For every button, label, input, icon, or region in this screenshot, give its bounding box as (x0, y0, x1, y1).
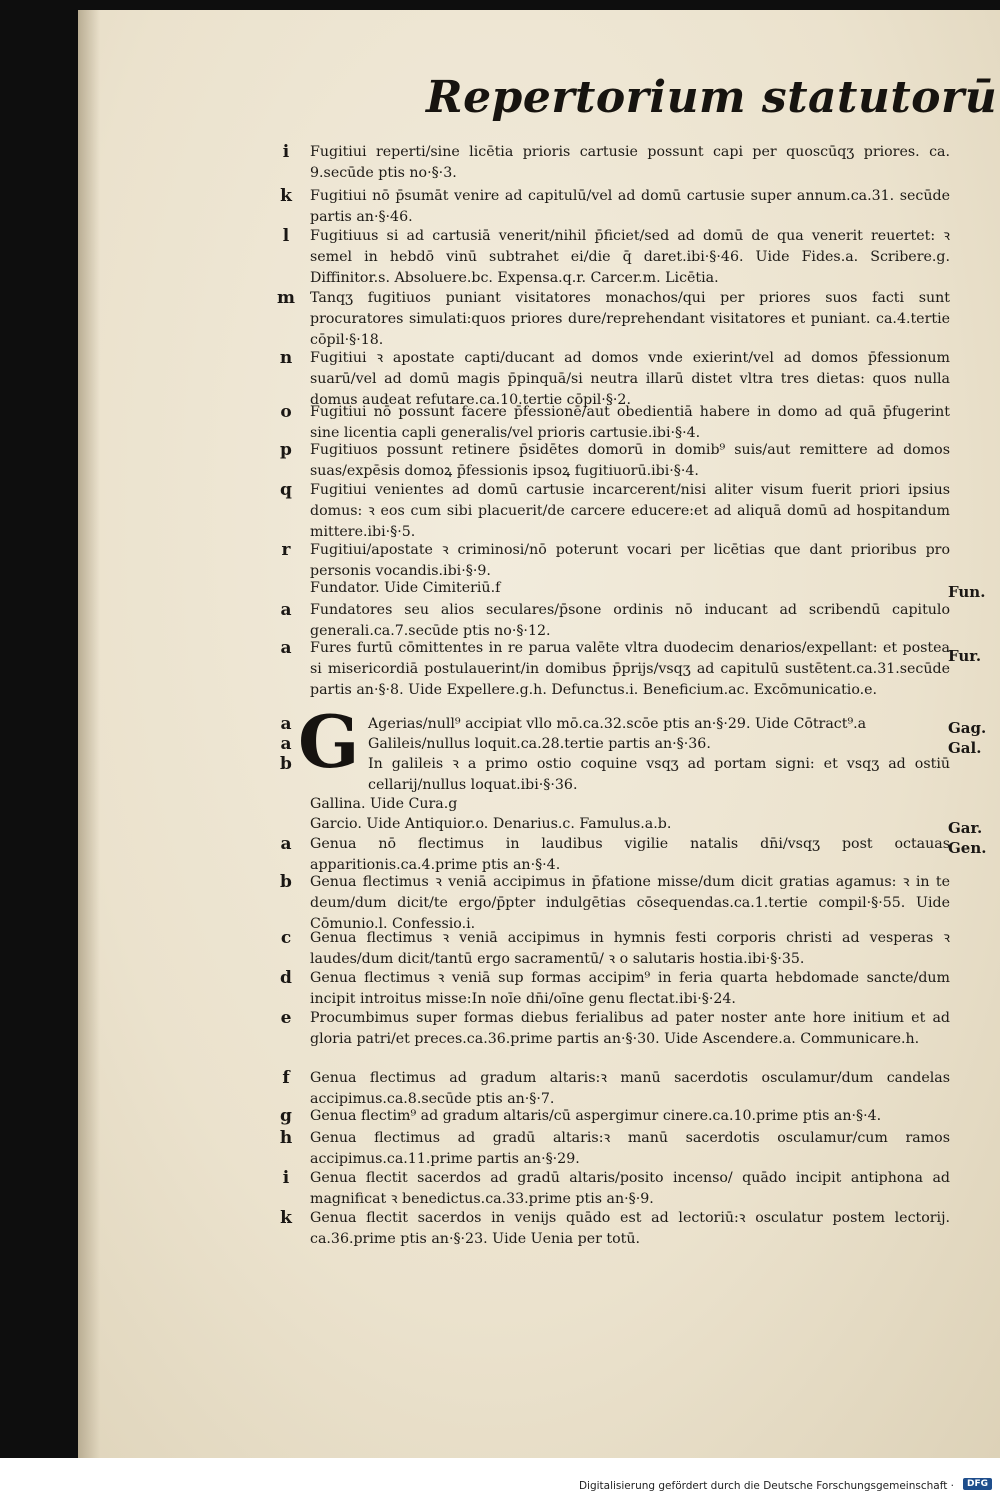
decorated-initial: G (298, 699, 360, 784)
entry-key: a (280, 600, 292, 620)
entry-key: i (282, 142, 290, 162)
margin-catchword: Gag. (948, 719, 987, 737)
entry-text: Genua nō flectimus in laudibus vigilie natalis dn̄i/vsqʒ post octauas apparitionis.ca.4.prime ptis an·§·4. (310, 836, 950, 873)
entry-text: Fugitiuus si ad cartusiā venerit/nihil p̄ficiet/sed ad domū de qua venerit reuertet: ꝛ semel in hebdō vinū subtrahet ei/die q̄ daret.ibi·§·46. Uide Fides.a. Scribere.g. Diffinitor.s. Absoluere.bc. Expensa.q.r. Carcer.m. Licētia. (310, 228, 950, 286)
entry-key: f (282, 1068, 290, 1088)
entry-text: Genua flectit sacerdos in venijs quādo est ad lectoriū:ꝛ osculatur postem lectorij. ca.36.prime ptis an·§·23. Uide Uenia per totū. (310, 1210, 950, 1247)
entry-key: g (280, 1106, 292, 1126)
entry-text: Genua flectim⁹ ad gradum altaris/cū aspergimur cinere.ca.10.prime ptis an·§·4. (310, 1108, 882, 1124)
entry-text: Fugitiuos possunt retinere p̄sidētes domorū in domib⁹ suis/aut remittere ad domos suas/expēsis domoꝝ p̄fessionis ipsoꝝ fugitiuorū.ibi·§·4. (310, 442, 950, 479)
entry-key: a (280, 714, 292, 734)
entry-text: Genua flectimus ad gradum altaris:ꝛ manū sacerdotis osculamur/dum candelas accipimus.ca.8.secūde ptis an·§·7. (310, 1070, 950, 1107)
entry-text: Genua flectimus ad gradū altaris:ꝛ manū sacerdotis osculamur/cum ramos accipimus.ca.11.prime partis an·§·29. (310, 1130, 950, 1167)
margin-catchword: Fur. (948, 647, 982, 665)
entry-text: Genua flectit sacerdos ad gradū altaris/posito incenso/ quādo incipit antiphona ad magnificat ꝛ benedictus.ca.33.prime ptis an·§·9. (310, 1170, 950, 1207)
entry-text: Procumbimus super formas diebus ferialibus ad pater noster ante hore initium et ad gloria patri/et preces.ca.36.prime partis an·§·30. Uide Ascendere.a. Communicare.h. (310, 1010, 950, 1047)
entry-text: Tanqʒ fugitiuos puniant visitatores monachos/qui per priores suos facti sunt procuratores simulati:quos priores dure/reprehendant visitatores et puniant. ca.4.tertie cōpil·§·18. (310, 290, 950, 348)
entry-text: Fugitiui/apostate ꝛ criminosi/nō poterunt vocari per licētias que dant prioribus pro personis vocandis.ibi·§·9. (310, 542, 950, 579)
entry-text: Fugitiui nō p̄sumāt venire ad capitulū/vel ad domū cartusie super annum.ca.31. secūde partis an·§·46. (310, 188, 950, 225)
entry-key: k (280, 1208, 292, 1228)
entry-key: n (279, 348, 293, 368)
entry-text: Fugitiui venientes ad domū cartusie incarcerent/nisi aliter visum fuerit priori ipsius domus: ꝛ eos cum sibi placuerit/de carcere educere:et ad aliquā domū ad hospitandum mittere.ibi·§·5. (310, 482, 950, 540)
entry-text: Gallina. Uide Cura.g (310, 796, 458, 812)
entry-text: Fugitiui reperti/sine licētia prioris cartusie possunt capi per quoscūqʒ priores. ca. 9.secūde ptis no·§·3. (310, 144, 950, 181)
entry-key: b (280, 754, 292, 774)
entry-text: Garcio. Uide Antiquior.o. Denarius.c. Famulus.a.b. (310, 816, 672, 832)
entry-key: d (280, 968, 292, 988)
margin-catchword: Gal. (948, 739, 982, 757)
running-title: Repertorium statutorū (426, 72, 998, 123)
entry-text: Genua flectimus ꝛ veniā accipimus in hymnis festi corporis christi ad vesperas ꝛ laudes/dum dicit/tantū ergo sacramentū/ ꝛ o salutaris hostia.ibi·§·35. (310, 930, 950, 967)
entry-text: Fures furtū cōmittentes in re parua valēte vltra duodecim denarios/expellant: et postea si misericordiā postulauerint/in domibus p̄prijs/vsqʒ ad capitulū sustētent.ca.31.secūde partis an·§·8. Uide Expellere.g.h. Defunctus.i. Beneficium.ac. Excōmunicatio.e. (310, 640, 950, 698)
book-page (78, 10, 1000, 1458)
margin-catchword: Gen. (948, 839, 987, 857)
entry-key: r (281, 540, 291, 560)
entry-list (78, 10, 1000, 1458)
entry-key: m (277, 288, 295, 308)
footer-credit: Digitalisierung gefördert durch die Deutsche Forschungsgemeinschaft · (578, 1480, 954, 1492)
entry-text: Fundator. Uide Cimiteriū.f (310, 580, 501, 596)
entry-key: k (280, 186, 292, 206)
entry-key: c (280, 928, 292, 948)
entry-key: a (280, 638, 292, 658)
entry-key: q (280, 480, 292, 500)
entry-text: Genua flectimus ꝛ veniā sup formas accipim⁹ in feria quarta hebdomade sancte/dum incipit introitus misse:In noīe dn̄i/oīne genu flectat.ibi·§·24. (310, 970, 950, 1007)
entry-key: l (282, 226, 290, 246)
margin-catchword: Fun. (948, 583, 986, 601)
entry-key: b (280, 872, 292, 892)
entry-key: h (279, 1128, 293, 1148)
entry-text: Genua flectimus ꝛ veniā accipimus in p̄fatione misse/dum dicit gratias agamus: ꝛ in te deum/dum dicit/te ergo/p̄pter indulgētias cōsequendas.ca.1.tertie compil·§·55. Uide Cōmunio.l. Confessio.i. (310, 874, 950, 932)
footer-strip (0, 1458, 1000, 1498)
entry-key: p (280, 440, 292, 460)
dfg-logo: DFG (963, 1478, 992, 1490)
entry-key: a (280, 834, 292, 854)
entry-key: e (280, 1008, 292, 1028)
entry-key: i (282, 1168, 290, 1188)
entry-text: Fugitiui ꝛ apostate capti/ducant ad domos vnde exierint/vel ad domos p̄fessionum suarū/vel ad domū magis p̄pinquā/si neutra illarū distet vltra tres dietas: quos nulla domus audeat refutare.ca.10.tertie cōpil·§·2. (310, 350, 950, 408)
entry-text: Fugitiui nō possunt facere p̄fessionē/aut obedientiā habere in domo ad quā p̄fugerint sine licentia capli generalis/vel prioris cartusie.ibi·§·4. (310, 404, 950, 441)
entry-key: o (280, 402, 292, 422)
entry-text: Agerias/null⁹ accipiat vllo mō.ca.32.scōe ptis an·§·29. Uide Cōtract⁹.a (368, 716, 867, 732)
entry-key: a (280, 734, 292, 754)
entry-text: In galileis ꝛ a primo ostio coquine vsqʒ ad portam signi: et vsqʒ ad ostiū cellarij/nullus loquat.ibi·§·36. (368, 756, 950, 793)
entry-text: Galileis/nullus loquit.ca.28.tertie partis an·§·36. (368, 736, 711, 752)
entry-text: Fundatores seu alios seculares/p̄sone ordinis nō inducant ad scribendū capitulo generali.ca.7.secūde ptis no·§·12. (310, 602, 950, 639)
margin-catchword: Gar. (948, 819, 983, 837)
